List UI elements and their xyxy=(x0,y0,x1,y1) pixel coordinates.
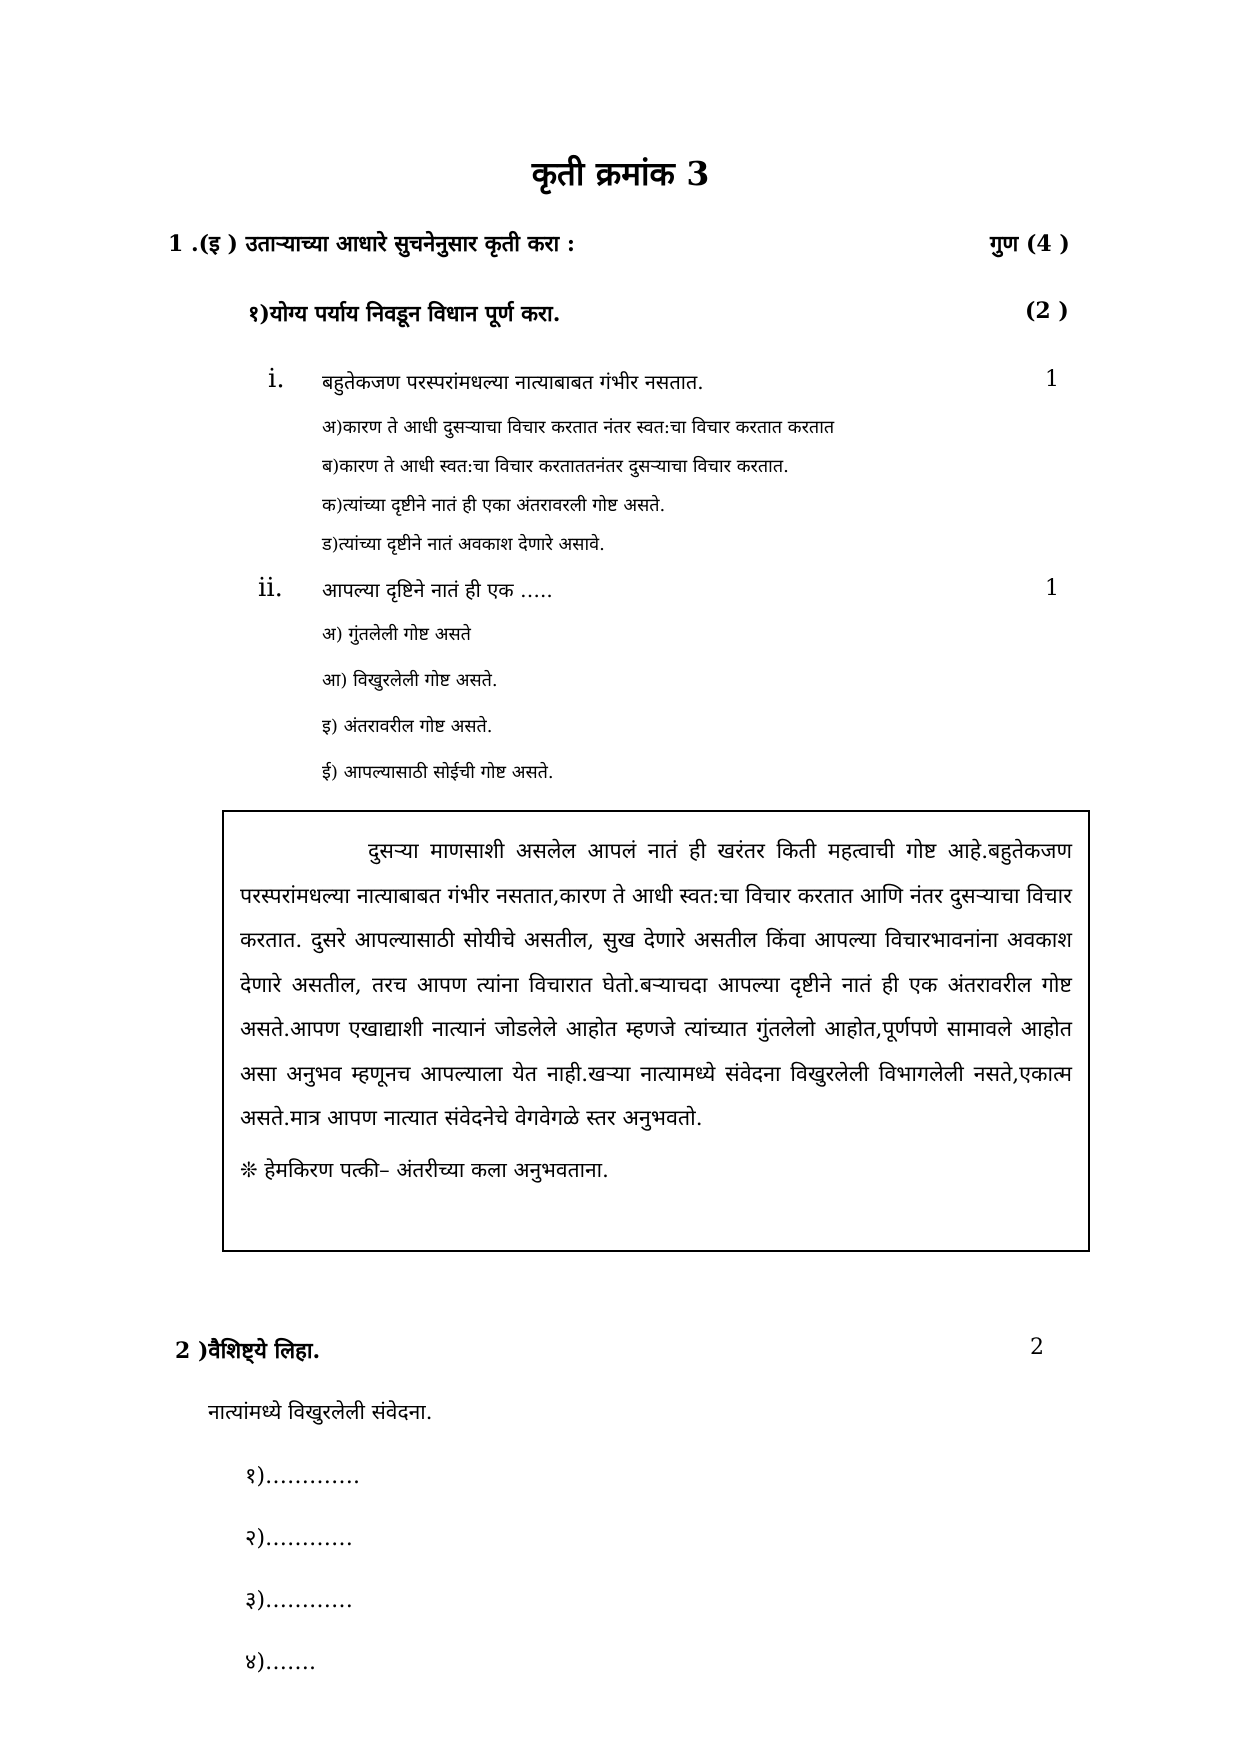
item-2-text: आपल्या दृष्टिने नातं ही एक ….. xyxy=(322,578,553,602)
passage-box xyxy=(222,810,1090,1252)
answer-blank: ३)………… xyxy=(245,1588,354,1613)
answer-blank: २)………… xyxy=(245,1526,354,1551)
question-1-heading: 1 .(इ ) उताऱ्याच्या आधारे सुचनेनुसार कृती करा : xyxy=(168,231,575,257)
answer-blank: ४)……. xyxy=(245,1650,317,1675)
question-2-heading: 2 )वैशिष्ट्ये लिहा. xyxy=(175,1338,321,1364)
question-1-marks: गुण (4 ) xyxy=(990,231,1070,257)
item-2-option: अ) गुंतलेली गोष्ट असते xyxy=(322,624,471,645)
item-2-option: आ) विखुरलेली गोष्ट असते. xyxy=(322,670,498,691)
item-1-numeral: i. xyxy=(268,364,285,394)
item-2-option: ई) आपल्यासाठी सोईची गोष्ट असते. xyxy=(322,762,554,783)
sub-question-marks: (2 ) xyxy=(1025,298,1069,324)
passage-source: ❊ हेमकिरण पत्की– अंतरीच्या कला अनुभवताना. xyxy=(240,1157,609,1182)
item-2-numeral: ii. xyxy=(258,573,283,603)
passage-text: दुसऱ्या माणसाशी असलेल आपलं नातं ही खरंतर किती महत्वाची गोष्ट आहे.बहुतेकजण परस्परांमधल्या नात्याबाबत गंभीर नसतात,कारण ते आधी स्वत:चा विचार करतात आणि नंतर दुसऱ्याचा विचार करतात. दुसरे आपल्यासाठी सोयीचे असतील, सुख देणारे असतील किंवा आपल्या विचारभावनांना अवकाश देणारे असतील, तरच आपण त्यांना विचारात घेतो.बऱ्याचदा आपल्या दृष्टीने नातं ही एक अंतरावरील गोष्ट असते.आपण एखाद्याशी नात्यानं जोडलेले आहोत म्हणजे त्यांच्यात गुंतलेलो आहोत,पूर्णपणे सामावले आहोत असा अनुभव म्हणूनच आपल्याला येत नाही.खऱ्या नात्यामध्ये संवेदना विखुरलेली विभागलेली नसते,एकात्म असते.मात्र आपण नात्यात संवेदनेचे वेगवेगळे स्तर अनुभवतो. xyxy=(240,839,1072,1131)
item-1-option: क)त्यांच्या दृष्टीने नातं ही एका अंतरावरली गोष्ट असते. xyxy=(322,495,666,516)
answer-blank: १)…………. xyxy=(245,1464,361,1489)
sub-question-heading: १)योग्य पर्याय निवडून विधान पूर्ण करा. xyxy=(248,301,561,327)
item-1-option: ब)कारण ते आधी स्वत:चा विचार करताततनंतर दुसऱ्याचा विचार करतात. xyxy=(322,456,789,477)
item-1-option: अ)कारण ते आधी दुसऱ्याचा विचार करतात नंतर स्वत:चा विचार करतात करतात xyxy=(322,417,835,438)
item-1-option: ड)त्यांच्या दृष्टीने नातं अवकाश देणारे असावे. xyxy=(322,534,605,555)
item-2-option: इ) अंतरावरील गोष्ट असते. xyxy=(322,716,493,737)
question-2-prompt: नात्यांमध्ये विखुरलेली संवेदना. xyxy=(208,1400,433,1424)
item-1-mark: 1 xyxy=(1045,367,1059,392)
item-2-mark: 1 xyxy=(1045,576,1059,601)
page-title: कृती क्रमांक 3 xyxy=(531,154,710,193)
item-1-text: बहुतेकजण परस्परांमधल्या नात्याबाबत गंभीर नसतात. xyxy=(322,370,704,394)
question-2-mark: 2 xyxy=(1030,1335,1044,1360)
